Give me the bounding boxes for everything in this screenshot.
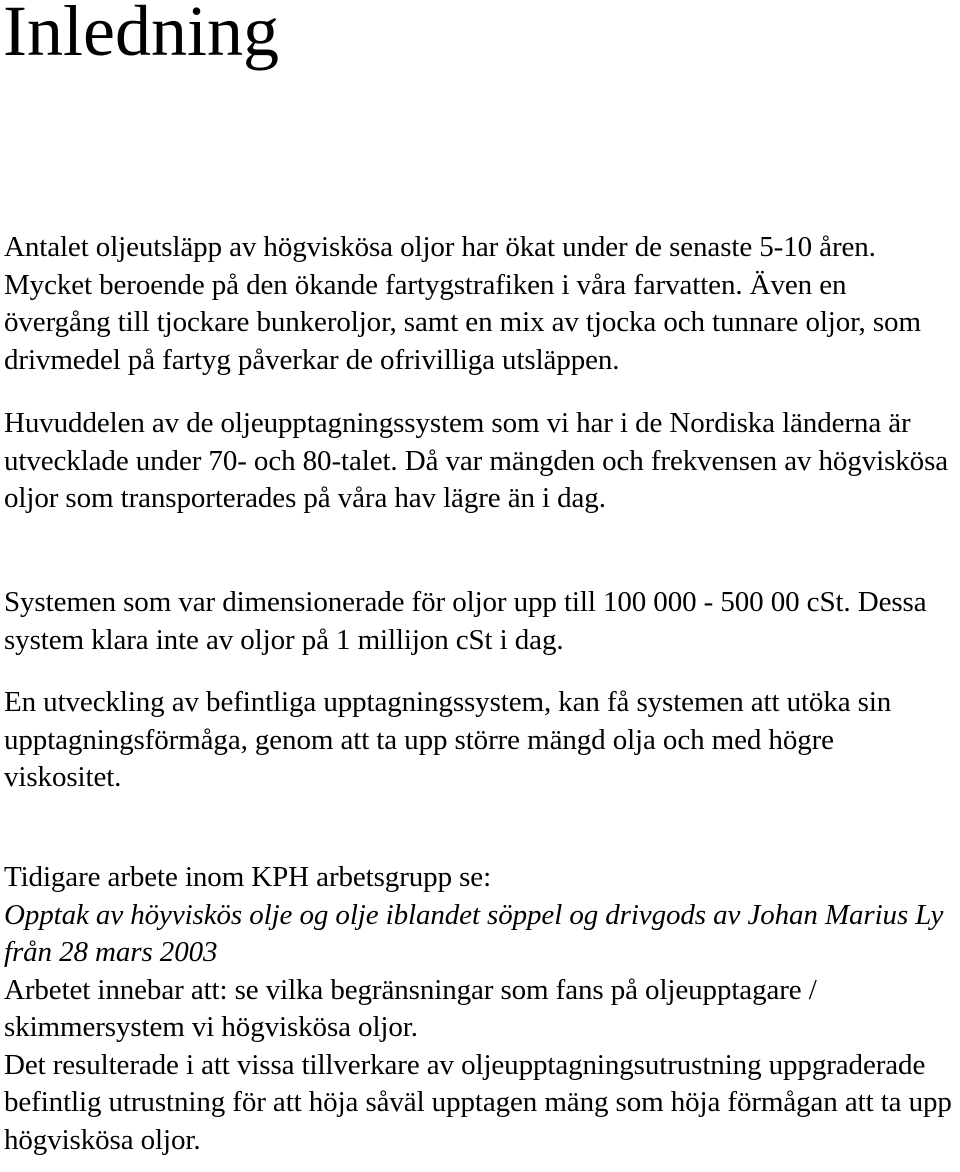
paragraph-development: En utveckling av befintliga upptagningssystem, kan få systemen att utöka sin upptagningsförmåga, genom att ta upp större mängd olja och med högre viskositet.	[4, 686, 892, 793]
paragraph-dimensioned-systems: Systemen som var dimensionerade för oljor upp till 100 000 - 500 00 cSt. Dessa system klara inte av oljor på 1 millijon cSt i dag.	[4, 586, 927, 656]
earlier-work-result-2: Det resulterade i att vissa tillverkare av oljeupptagningsutrustning uppgraderade befintlig utrustning för att höja såväl upptagen mäng som höja förmågan att ta upp högviskösa oljor.	[4, 1048, 952, 1156]
earlier-work-reference	[4, 897, 956, 972]
earlier-work-result-1: Arbetet innebar att: se vilka begränsningar som fans på oljeupptagare / skimmersystem vi högviskösa oljor.	[4, 973, 817, 1043]
reference-title: Opptak av höyviskös olje og olje iblandet söppel og drivgods av Johan Marius Ly från 28 mars 2003	[4, 898, 944, 968]
earlier-work-intro: Tidigare arbete inom KPH arbetsgrupp se:	[4, 861, 492, 893]
earlier-work-section	[4, 859, 956, 1159]
page-title: Inledning	[3, 0, 279, 71]
paragraph-nordic-systems: Huvuddelen av de oljeupptagningssystem som vi har i de Nordiska länderna är utvecklade under 70- och 80-talet. Då var mängden och frekvensen av högviskösa oljor som transporterades på våra hav lägre än i dag.	[4, 407, 949, 514]
paragraph-oil-spills: Antalet oljeutsläpp av högviskösa oljor har ökat under de senaste 5-10 åren. Mycket beroende på den ökande fartygstrafiken i våra farvatten. Även en övergång till tjockare bunkeroljor, samt en mix av tjocka och tunnare oljor, som drivmedel på fartyg påverkar de ofrivilliga utsläppen.	[4, 231, 921, 376]
